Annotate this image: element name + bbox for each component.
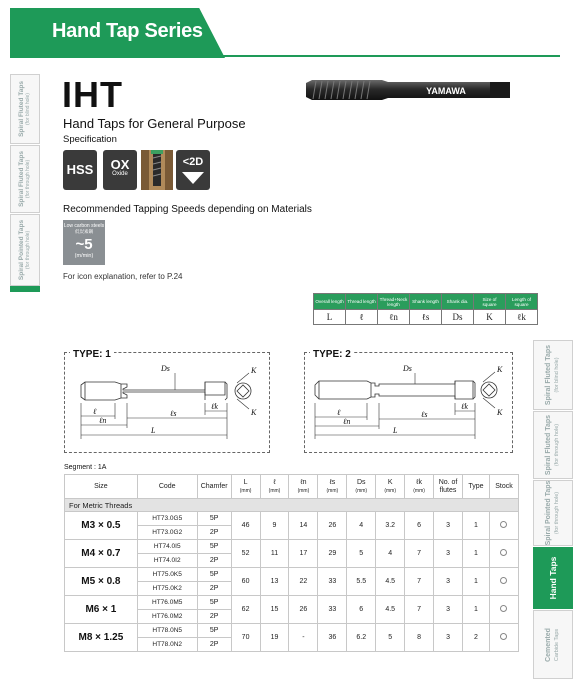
type1-L-label: L (151, 426, 156, 435)
specification-label: Specification (63, 134, 117, 145)
col-header-size: Size (65, 475, 138, 499)
stock-circle-icon (500, 521, 507, 528)
spec-table-body (65, 512, 519, 652)
right-tab-sub: (for blind hole) (554, 357, 560, 393)
left-tab-spiral-pointed-through[interactable] (10, 214, 40, 286)
left-tab-spiral-fluted-through[interactable] (10, 145, 40, 213)
legend-header: Overall length (314, 294, 346, 310)
col-header-l: ℓ (mm) (260, 475, 289, 499)
type2-L-label: L (393, 426, 398, 435)
code-cell: HT73.0G5 (137, 512, 197, 526)
chamfer-cell: 5P (197, 512, 231, 526)
type-cell: 1 (463, 596, 490, 624)
code-cell: HT76.0M5 (137, 596, 197, 610)
legend-symbol: L (314, 310, 346, 325)
type2-lk-label: ℓk (461, 402, 468, 411)
col-header-L: L (mm) (231, 475, 260, 499)
col-header-lk: ℓk (mm) (405, 475, 434, 499)
type-cell: 1 (463, 568, 490, 596)
legend-header: Shank dia. (442, 294, 474, 310)
left-tab-title: Spiral Fluted Taps (18, 81, 25, 137)
stock-cell (489, 568, 518, 596)
flutes-cell: 3 (434, 512, 463, 540)
speed-value: ~5 (75, 236, 93, 253)
l-cell: 19 (260, 624, 289, 652)
ds-cell: 5.5 (347, 568, 376, 596)
table-row (65, 596, 519, 610)
group-row (65, 499, 519, 512)
ls-cell: 26 (318, 512, 347, 540)
ln-cell: 26 (289, 596, 318, 624)
type1-ds-label: Ds (161, 364, 170, 373)
chamfer-cell: 5P (197, 624, 231, 638)
type-cell: 1 (463, 512, 490, 540)
code-cell: HT78.0N2 (137, 638, 197, 652)
ln-cell: 22 (289, 568, 318, 596)
size-cell: M3 × 0.5 (65, 512, 138, 540)
table-row (65, 540, 519, 554)
k-cell: 5 (376, 624, 405, 652)
recommended-speeds-label: Recommended Tapping Speeds depending on Materials (63, 204, 312, 215)
code-cell: HT75.0K2 (137, 582, 197, 596)
specification-table (64, 474, 519, 652)
stock-cell (489, 596, 518, 624)
type1-ln-label: ℓn (99, 416, 107, 425)
legend-symbol: ℓ (346, 310, 378, 325)
right-tab-cemented-carbide[interactable] (533, 610, 573, 679)
table-row (65, 568, 519, 582)
ds-cell: 6.2 (347, 624, 376, 652)
type1-diagram (64, 352, 270, 453)
group-label: For Metric Threads (65, 499, 519, 512)
col-header-ls: ℓs (mm) (318, 475, 347, 499)
oxide-icon (103, 150, 137, 190)
table-row (65, 624, 519, 638)
speed-material: Low carbon steels (63, 223, 105, 229)
right-tab-spiral-pointed-through[interactable] (533, 480, 573, 546)
k-cell: 4.5 (376, 568, 405, 596)
code-cell: HT74.0I5 (137, 540, 197, 554)
oxide-icon-label: OX (110, 157, 130, 172)
type1-K-label: K (251, 366, 257, 375)
legend-header: Length of square (506, 294, 538, 310)
size-cell: M6 × 1 (65, 596, 138, 624)
flutes-cell: 3 (434, 540, 463, 568)
right-tab-title: Cemented (545, 627, 552, 662)
chamfer-cell: 5P (197, 540, 231, 554)
icon-explanation-note: For icon explanation, refer to P.24 (63, 272, 183, 281)
left-tab-spiral-fluted-blind[interactable] (10, 74, 40, 144)
type2-l-label: ℓ (337, 408, 341, 417)
chamfer-cell: 2P (197, 638, 231, 652)
col-header-K: K (mm) (376, 475, 405, 499)
type2-title: TYPE: 2 (310, 349, 354, 360)
header-title: Hand Tap Series (52, 20, 203, 42)
left-tab-title: Spiral Fluted Taps (18, 151, 25, 207)
col-header-ds: Ds (mm) (347, 475, 376, 499)
hss-icon: HSS (63, 150, 97, 190)
col-header-type: Type (463, 475, 490, 499)
right-tab-spiral-fluted-blind[interactable] (533, 340, 573, 410)
legend-symbol: ℓk (506, 310, 538, 325)
l-cell: 70 (231, 624, 260, 652)
legend-symbol: K (474, 310, 506, 325)
type2-K-label: K (497, 365, 503, 374)
l-cell: 9 (260, 512, 289, 540)
chamfer-cell: 5P (197, 596, 231, 610)
l-cell: 62 (231, 596, 260, 624)
stock-circle-icon (500, 577, 507, 584)
legend-symbol: ℓs (410, 310, 442, 325)
right-tab-sub: (for through hole) (554, 423, 560, 467)
right-tab-title: Spiral Fluted Taps (545, 344, 552, 406)
type-cell: 2 (463, 624, 490, 652)
size-cell: M5 × 0.8 (65, 568, 138, 596)
stock-cell (489, 624, 518, 652)
lk-cell: 7 (405, 596, 434, 624)
code-cell: HT78.0N5 (137, 624, 197, 638)
chamfer-cell: 2P (197, 526, 231, 540)
product-subtitle: Hand Taps for General Purpose (63, 116, 246, 131)
ln-cell: 14 (289, 512, 318, 540)
right-tab-spiral-fluted-through[interactable] (533, 411, 573, 479)
tap-tool-image (304, 78, 512, 102)
type2-diagram (304, 352, 513, 453)
stock-circle-icon (500, 605, 507, 612)
header-rule (215, 55, 560, 57)
right-tab-sub: Carbide Taps (554, 628, 560, 661)
l-cell: 13 (260, 568, 289, 596)
code-cell: HT76.0M2 (137, 610, 197, 624)
tool-brand-text: YAMAWA (426, 86, 466, 96)
stock-circle-icon (500, 549, 507, 556)
k-cell: 4.5 (376, 596, 405, 624)
l-cell: 11 (260, 540, 289, 568)
col-header-chamfer: Chamfer (197, 475, 231, 499)
col-header-stock: Stock (489, 475, 518, 499)
oxide-icon-sub: Oxide (112, 171, 128, 177)
col-header-ln: ℓn (mm) (289, 475, 318, 499)
legend-symbol: ℓn (378, 310, 410, 325)
lk-cell: 8 (405, 624, 434, 652)
chamfer-cell: 5P (197, 568, 231, 582)
right-tab-title: Spiral Fluted Taps (545, 414, 552, 476)
speed-badge (63, 220, 105, 265)
code-cell: HT74.0I2 (137, 554, 197, 568)
l-cell: 46 (231, 512, 260, 540)
col-header-flutes: No. of flutes (434, 475, 463, 499)
stock-cell (489, 540, 518, 568)
type-cell: 1 (463, 540, 490, 568)
lk-cell: 6 (405, 512, 434, 540)
chamfer-cell: 2P (197, 610, 231, 624)
legend-header: Thread+Neck length (378, 294, 410, 310)
type1-K2-label: K (251, 408, 257, 417)
ln-cell: - (289, 624, 318, 652)
flutes-cell: 3 (434, 568, 463, 596)
left-tab-sub: (for through hole) (25, 159, 31, 199)
code-cell: HT73.0G2 (137, 526, 197, 540)
l-cell: 52 (231, 540, 260, 568)
depth-icon-label: <2D (182, 156, 204, 168)
legend-header: Thread length (346, 294, 378, 310)
type1-l-label: ℓ (93, 407, 97, 416)
ls-cell: 33 (318, 568, 347, 596)
left-tab-marker (10, 286, 40, 292)
size-cell: M4 × 0.7 (65, 540, 138, 568)
type1-ls-label: ℓs (170, 409, 177, 418)
right-tab-title: Hand Taps (548, 556, 558, 600)
type2-ln-label: ℓn (343, 417, 351, 426)
right-tab-hand-taps[interactable] (533, 547, 573, 609)
speed-unit: (m/min) (74, 253, 94, 259)
ln-cell: 17 (289, 540, 318, 568)
legend-header: Shank length (410, 294, 442, 310)
lk-cell: 7 (405, 568, 434, 596)
stock-cell (489, 512, 518, 540)
legend-header: Size of square (474, 294, 506, 310)
ls-cell: 36 (318, 624, 347, 652)
legend-symbol: Ds (442, 310, 474, 325)
ls-cell: 29 (318, 540, 347, 568)
tap-photo-icon (141, 150, 173, 190)
type2-ds-label: Ds (403, 364, 412, 373)
ls-cell: 33 (318, 596, 347, 624)
header-band (10, 8, 558, 58)
right-tab-sub: (for through hole) (554, 491, 560, 535)
l-cell: 60 (231, 568, 260, 596)
l-cell: 15 (260, 596, 289, 624)
product-name: IHT (62, 74, 123, 115)
code-cell: HT75.0K5 (137, 568, 197, 582)
left-tab-sub: (for blind hole) (25, 93, 31, 125)
left-tab-title: Spiral Pointed Taps (18, 219, 25, 281)
speed-material-jp: 低炭素鋼 (75, 229, 93, 234)
ds-cell: 6 (347, 596, 376, 624)
depth-icon (176, 150, 210, 190)
size-cell: M8 × 1.25 (65, 624, 138, 652)
ds-cell: 4 (347, 512, 376, 540)
type1-lk-label: ℓk (211, 402, 218, 411)
chamfer-cell: 2P (197, 554, 231, 568)
table-row (65, 512, 519, 526)
col-header-code: Code (137, 475, 197, 499)
segment-label: Segment : 1A (64, 464, 107, 471)
type2-K2-label: K (497, 408, 503, 417)
right-tab-title: Spiral Pointed Taps (545, 480, 552, 546)
ds-cell: 5 (347, 540, 376, 568)
type2-ls-label: ℓs (421, 410, 428, 419)
k-cell: 4 (376, 540, 405, 568)
flutes-cell: 3 (434, 624, 463, 652)
flutes-cell: 3 (434, 596, 463, 624)
stock-circle-icon (500, 633, 507, 640)
type1-title: TYPE: 1 (70, 349, 114, 360)
chamfer-cell: 2P (197, 582, 231, 596)
table-header-row (65, 475, 519, 499)
left-tab-sub: (for through hole) (25, 230, 31, 270)
dimension-legend-table (313, 293, 538, 325)
k-cell: 3.2 (376, 512, 405, 540)
lk-cell: 7 (405, 540, 434, 568)
